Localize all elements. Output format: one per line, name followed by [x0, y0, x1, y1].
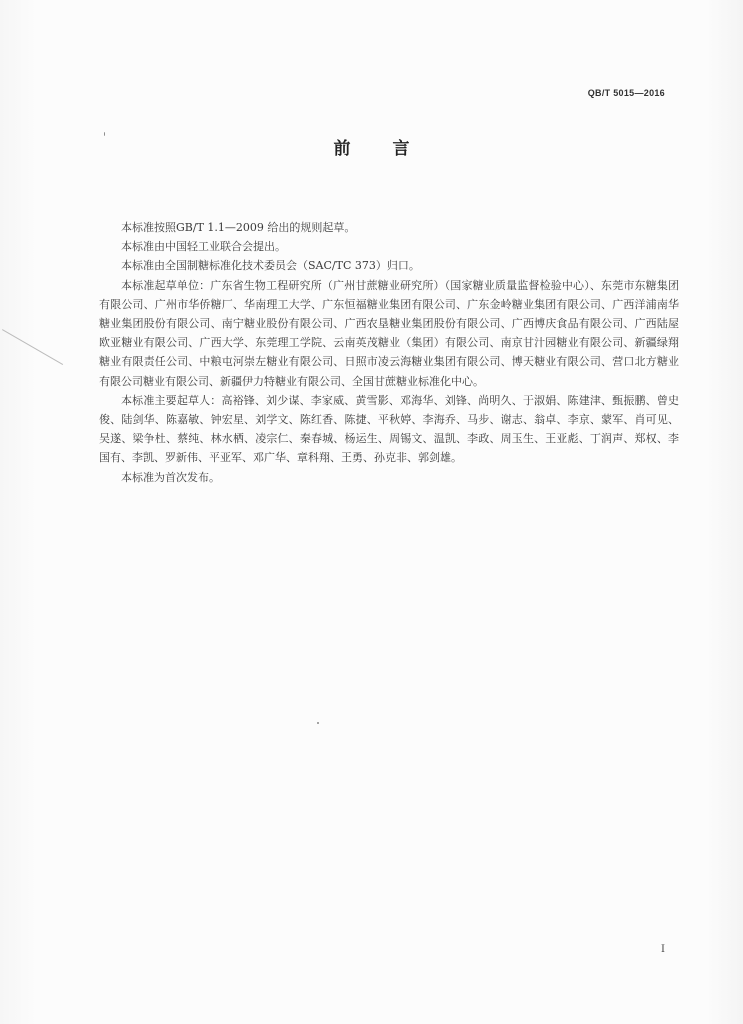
page-title: 前 言 [333, 139, 428, 159]
paragraph-first-release: 本标准为首次发布。 [121, 470, 220, 484]
scan-speck [104, 132, 105, 136]
paragraph-drafters: 本标准主要起草人：高裕锋、刘少谋、李家威、黄雪影、邓海华、刘锋、尚明久、于淑娟、陈建津、甄振鹏、曾史俊、陆剑华、陈嘉敏、钟宏星、刘学文、陈红香、陈捷、平秋婷、李海乔、马步、谢志、翁卓、李京、蒙军、肖可见、吴遂、梁争杜、蔡纯、林水栖、凌宗仁、秦春城、杨运生、周锡文、温凯、李政、周玉生、王亚彪、丁润声、郑权、李国有、李凯、罗新伟、平亚军、邓广华、章科翔、王勇、孙克非、郭剑雄。 [99, 393, 679, 465]
paragraph-drafting-units: 本标准起草单位：广东省生物工程研究所（广州甘蔗糖业研究所）（国家糖业质量监督检验中心）、东莞市东糖集团有限公司、广州市华侨糖厂、华南理工大学、广东恒福糖业集团有限公司、广东金岭糖业集团有限公司、广西洋浦南华糖业集团股份有限公司、南宁糖业股份有限公司、广西农垦糖业集团股份有限公司、广西博庆食品有限公司、广西陆屋欧亚糖业有限公司、广西大学、东莞理工学院、云南英茂糖业（集团）有限公司、南京甘汁园糖业有限公司、新疆绿翔糖业有限责任公司、中粮屯河崇左糖业有限公司、日照市凌云海糖业集团有限公司、博天糖业有限公司、营口北方糖业有限公司糖业有限公司、新疆伊力特糖业有限公司、全国甘蔗糖业标准化中心。 [99, 278, 679, 388]
paragraph-proposer: 本标准由中国轻工业联合会提出。 [121, 240, 286, 254]
paragraph-committee: 本标准由全国制糖标准化技术委员会（SAC/TC 373）归口。 [121, 259, 420, 273]
scan-speck [317, 722, 319, 724]
preface-body [99, 218, 679, 487]
standard-code: QB/T 5015—2016 [587, 88, 665, 98]
scan-scratch [2, 329, 63, 365]
page-number: I [661, 944, 665, 955]
paragraph-drafting-rules: 本标准按照GB/T 1.1—2009 给出的规则起草。 [121, 221, 356, 234]
